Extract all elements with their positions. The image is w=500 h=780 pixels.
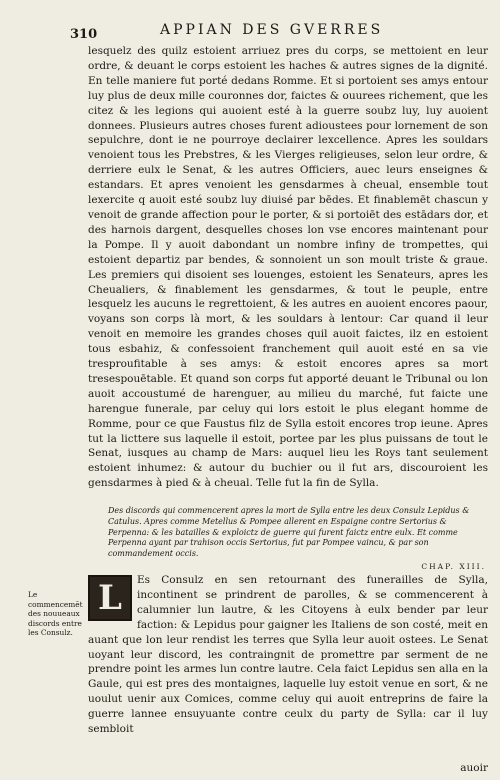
chapter-section bbox=[88, 573, 488, 737]
margin-note: Le commencemēt des nouueaux discords entre les Consulz. bbox=[28, 590, 83, 638]
section-text: Es Consulz en sen retournant des funerailles de Sylla, incontinent se prindrent de parolles, & se commencerent à calumnier lun lautre, & les Citoyens à eulx bender par leur faction: & Lepidus pour gaigner les Italiens de son costé, meit en auant que lon leur rendist les terres que Sylla leur auoit ostees. Le Senat uoyant leur discord, les contraingnit de promettre par serment de ne prendre point les armes lun contre lautre. Cela faict Lepidus sen alla en la Gaule, qui est pres des montaignes, laquelle luy estoit venue en sort, & ne uoulut uenir aux Comices, comme celuy qui auoit entreprins de faire la guerre lannee ensuyuante contre ceulx du party de Sylla: car il luy sembloit bbox=[88, 574, 488, 736]
page-number: 310 bbox=[70, 27, 98, 42]
drop-cap: L bbox=[88, 575, 132, 621]
chapter-summary: Des discords qui commencerent apres la mort de Sylla entre les deux Consulz Lepidus & Catulus. Apres comme Metellus & Pompee allerent en Espaigne contre Sertorius & Perpenna: & les batailles & exploictz de guerre qui furent faictz entre eulx. Et comme Perpenna ayant par trahison occis Sertorius, fut par Pompee vaincu, & par son commandement occis. bbox=[108, 506, 470, 559]
chapter-label: CHAP. XIII. bbox=[421, 562, 486, 571]
catchword: auoir bbox=[460, 762, 488, 774]
main-body-text: lesquelz des quilz estoient arriuez pres du corps, se mettoient en leur ordre, & deuant le corps estoient les haches & autres signes de la dignité. En telle maniere fut porté dedans Romme. Et si portoient ses amys entour luy plus de deux mille couronnes dor, faictes & ouurees richement, que les citez & les legions qui auoient esté à la guerre soubz luy, luy auoient donnees. Plusieurs autres choses furent adioustees pour lornement de son sepulchre, dont ie ne pourroye declairer lexcellence. Apres les souldars venoient tous les Prebstres, & les Vierges religieuses, selon leur ordre, & derriere eulx le Senat, & les autres Officiers, auec leurs enseignes & estandars. Et apres venoient les gensdarmes à cheual, ensemble tout lexercite q auoit esté soubz luy diuisé par bēdes. Et finablemēt chascun y venoit de grande affection pour le porter, & si portoiēt des estādars dor, et des harnois dargent, desquelles choses lon vse encores maintenant pour la Pompe. Il y auoit dabondant un nombre infiny de trompettes, qui estoient departiz par bendes, & sonnoient un son moult triste & graue. Les premiers qui disoient ses louenges, estoient les Senateurs, apres les Cheualiers, & finablement les gensdarmes, & tout le peuple, entre lesquelz les aucuns le regrettoient, & les autres en auoient encores paour, voyans son corps là mort, & les souldars à lentour: Car quand il leur venoit en memoire les grandes choses quil auoit faictes, ilz en estoient tous esbahiz, & confessoient franchement quil auoit esté en sa vie tresproufitable à ses amys: & estoit encores apres sa mort tresespouētable. Et quand son corps fut apporté deuant le Tribunal ou lon auoit accoustumé de harenguer, au milieu du marché, fut faicte une harengue funerale, par celuy qui lors estoit le plus elegant homme de Romme, pour ce que Faustus filz de Sylla estoit encores trop ieune. Apres tut la licttere sus laquelle il estoit, portee par les plus puissans de tout le Senat, iusques au champ de Mars: auquel lieu les Roys tant seulement estoient inhumez: & autour du buchier ou il fut ars, discouroient les gensdarmes à pied & à cheual. Telle fut la fin de Sylla. bbox=[88, 45, 488, 490]
running-title: APPIAN DES GVERRES bbox=[160, 22, 384, 38]
